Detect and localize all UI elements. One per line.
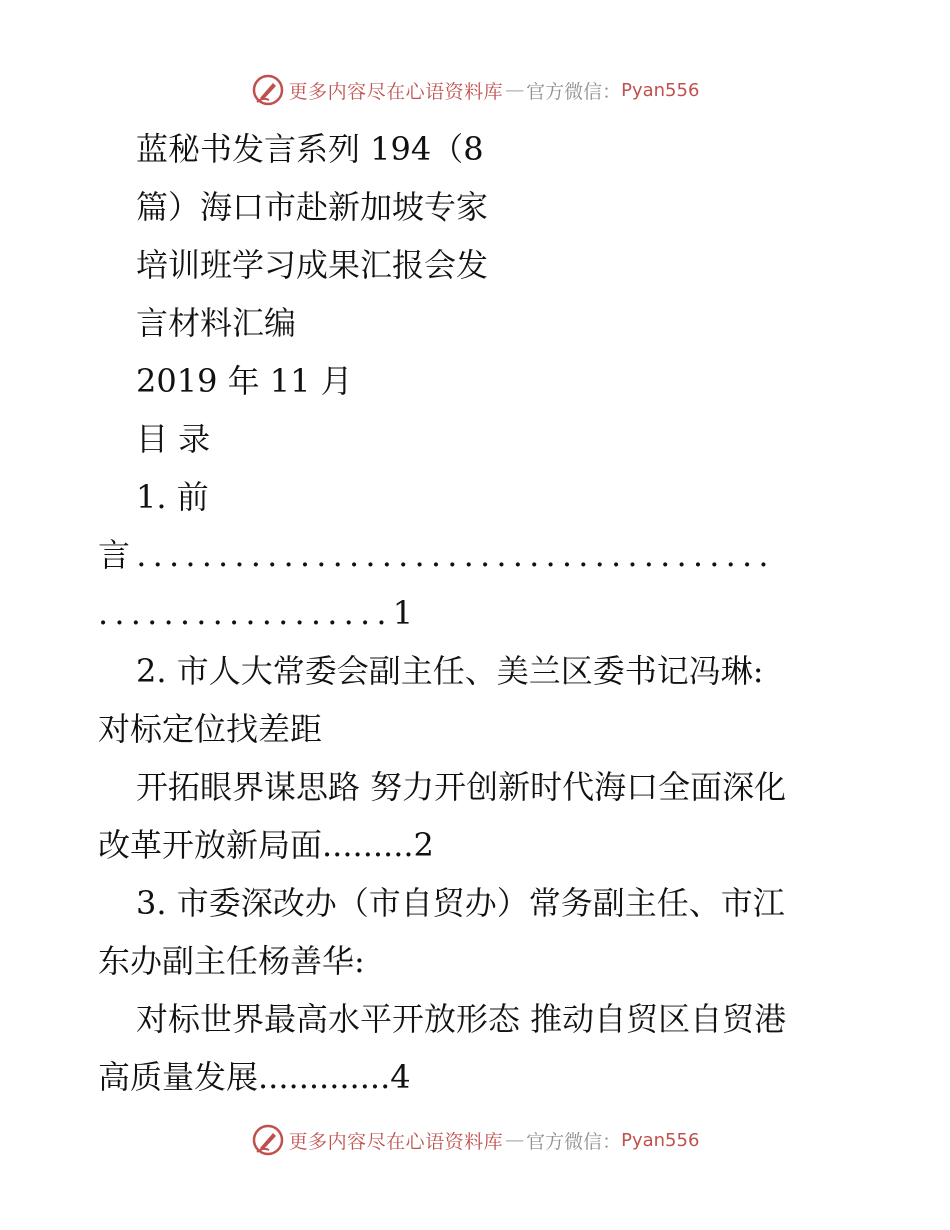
watermark-code: Pyan556: [621, 79, 700, 101]
toc-item-3-page: 高质量发展.............4: [98, 1058, 411, 1096]
toc-item-1-number: 1. 前: [136, 478, 209, 516]
toc-item-1-page: ..................1: [98, 594, 420, 632]
title-line-3: 培训班学习成果汇报会发: [136, 246, 489, 284]
toc-item-3-title-cont: 东办副主任杨善华:: [98, 942, 365, 980]
toc-item-3-title: 3. 市委深改办（市自贸办）常务副主任、市江: [136, 884, 785, 922]
title-line-4: 言材料汇编: [136, 304, 297, 342]
watermark-main-text: 更多内容尽在心语资料库: [288, 80, 504, 103]
watermark-header: [0, 70, 950, 110]
pen-seal-logo-icon: [251, 1123, 285, 1157]
watermark-separator: —: [505, 1129, 525, 1151]
watermark-code: Pyan556: [621, 1129, 700, 1151]
pen-seal-logo-icon: [251, 73, 285, 107]
watermark-footer: [0, 1120, 950, 1160]
watermark-label: 官方微信：: [526, 80, 622, 103]
document-date: 2019 年 11 月: [136, 362, 353, 400]
watermark-main-text: 更多内容尽在心语资料库: [288, 1130, 504, 1153]
toc-item-1-leader: 言.......................................: [98, 536, 775, 574]
toc-item-2-subtitle: 开拓眼界谋思路 努力开创新时代海口全面深化: [136, 768, 787, 806]
watermark-label: 官方微信：: [526, 1130, 622, 1153]
toc-item-2-title-cont: 对标定位找差距: [98, 710, 323, 748]
toc-item-3-subtitle: 对标世界最高水平开放形态 推动自贸区自贸港: [136, 1000, 787, 1038]
document-body: [98, 120, 838, 1106]
toc-item-2-title: 2. 市人大常委会副主任、美兰区委书记冯琳:: [136, 652, 764, 690]
watermark-separator: —: [505, 79, 525, 101]
toc-heading: 目 录: [136, 420, 211, 458]
title-line-1: 蓝秘书发言系列 194（8: [136, 130, 484, 168]
toc-item-2-page: 改革开放新局面.........2: [98, 826, 434, 864]
title-line-2: 篇）海口市赴新加坡专家: [136, 188, 489, 226]
